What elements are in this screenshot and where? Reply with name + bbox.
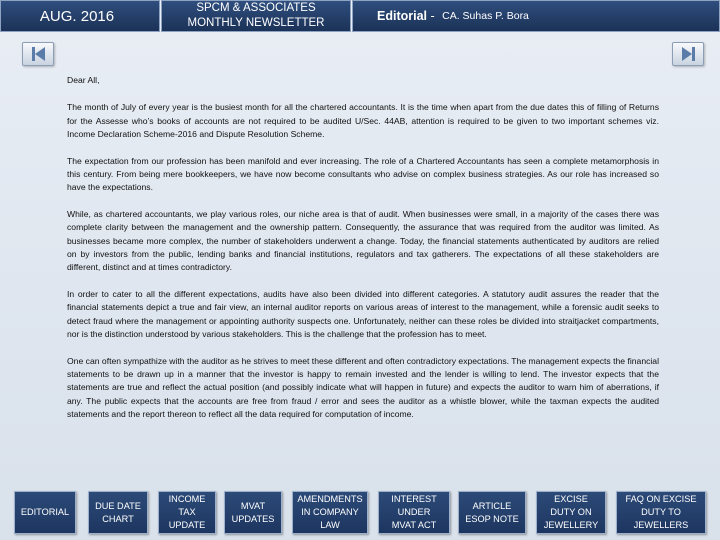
nav-due-date-chart-label: DUE DATE CHART [95, 500, 141, 524]
arrow-left-icon [35, 47, 45, 61]
nav-company-law-label: AMENDMENTS IN COMPANY LAW [297, 494, 363, 530]
section-label: Editorial [377, 9, 428, 23]
previous-page-button[interactable] [22, 42, 54, 66]
nav-faq-excise-label: FAQ ON EXCISE DUTY TO JEWELLERS [625, 494, 697, 530]
section-separator: - [427, 9, 439, 23]
article-paragraph-3: While, as chartered accountants, we play various roles, our niche area is that of audit. When businesses were small, in a majority of the cases there was complete clarity between the management and the ownership pattern. Consequently, the assurance that was required from the auditor was limited. As businesses became more complex, the number of stakeholders underwent a change. Today, the financial statements authenticated by auditors are relied on by investors from the public, lending banks and financial institutions, regulators and tax gatherers. The expectations of all these stakeholders are different, distinct and at times contradictory. [67, 208, 659, 273]
header-bar [0, 0, 720, 32]
nav-company-law-button[interactable] [292, 491, 368, 534]
nav-mvat-updates-button[interactable] [224, 491, 282, 534]
nav-due-date-chart-button[interactable] [88, 491, 148, 534]
nav-excise-jewellery-label: EXCISE DUTY ON JEWELLERY [543, 494, 599, 530]
article-paragraph-1: The month of July of every year is the busiest month for all the chartered accountants. It is the time when apart from the due dates this of filling of Returns for the Assesse who’s books of accounts are not required to be audited U/Sec. 44AB, attention is required to be given to two important schemes viz. Income Declaration Scheme-2016 and Dispute Resolution Scheme. [67, 102, 659, 140]
nav-editorial-button[interactable] [14, 491, 76, 534]
issue-date [0, 0, 160, 32]
nav-editorial-label: EDITORIAL [20, 507, 70, 517]
nav-article-esop-button[interactable] [458, 491, 526, 534]
editorial-article [67, 74, 659, 435]
nav-faq-excise-button[interactable] [616, 491, 706, 534]
next-page-button[interactable] [672, 42, 704, 66]
issue-date-text: AUG. 2016 [39, 7, 115, 25]
nav-income-tax-update-label: INCOME TAX UPDATE [168, 494, 206, 530]
nav-income-tax-update-button[interactable] [158, 491, 216, 534]
bottom-navigation [0, 491, 720, 536]
author-name: CA. Suhas P. Bora [442, 10, 529, 22]
nav-article-esop-label: ARTICLE ESOP NOTE [465, 500, 519, 524]
arrow-right-bar [692, 47, 695, 61]
nav-interest-mvat-button[interactable] [378, 491, 450, 534]
article-paragraph-4: In order to cater to all the different expectations, audits have also been divided into different categories. A statutory audit assures the reader that the financial statements depict a true and fair view, an internal auditor reports on various areas of interest to the management, while a forensic audit seeks to detect fraud where the management or appointing authority suspects one. Unfortunately, neither can these roles be divided into straitjacket compartments, nor is the distinction understood by various stakeholders. This is the challenge that the profession has to meet. [67, 288, 659, 340]
newsletter-title-line1: SPCM & ASSOCIATES [196, 2, 316, 14]
nav-mvat-updates-label: MVAT UPDATES [231, 500, 275, 524]
article-paragraph-2: The expectation from our profession has been manifold and ever increasing. The role of a Chartered Accountants has seen a complete metamorphosis in this century. From being mere bookkeepers, we have now become consultants who advise on complex business strategies. As our role has increased so have the expectations. [67, 155, 659, 193]
article-paragraph-5: One can often sympathize with the auditor as he strives to meet these different and often contradictory expectations. The management expects the financial statements to be drawn up in a manner that the investor is happy to remain invested and the lender is willing to lend. The investor expects that the statements are true and reflect the actual position (and possibly indicate what will happen in future) and expects the auditor to warn him of aberrations, if any. The public expects that the accounts are free from fraud / error and sees the auditor as a whistle blower, while the taxman expects the audited statements and the report thereon to reflect all the data required for computation of income. [67, 355, 659, 420]
article-salutation: Dear All, [67, 75, 100, 85]
nav-excise-jewellery-button[interactable] [536, 491, 606, 534]
section-heading [352, 0, 720, 32]
newsletter-title-line2: MONTHLY NEWSLETTER [187, 17, 325, 29]
nav-interest-mvat-label: INTEREST UNDER MVAT ACT [391, 494, 437, 530]
newsletter-title [161, 0, 351, 32]
arrow-right-icon [682, 47, 692, 61]
